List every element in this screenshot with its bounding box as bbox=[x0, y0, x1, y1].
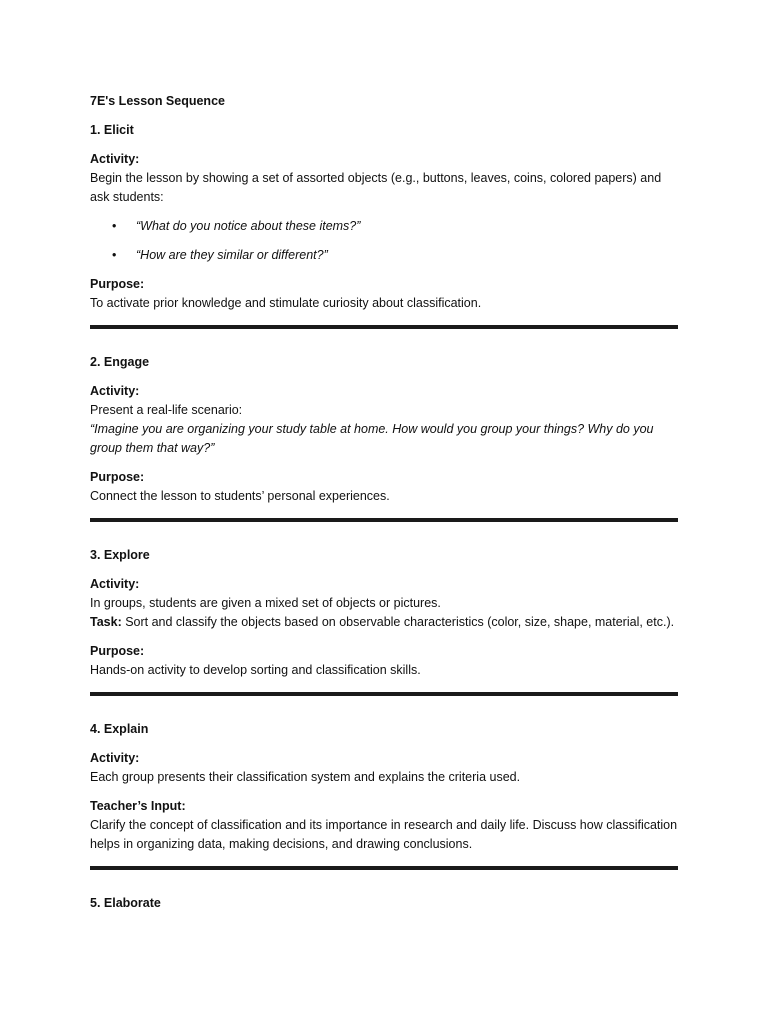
section-elaborate bbox=[90, 894, 678, 913]
task-text: Sort and classify the objects based on observable characteristics (color, size, shape, material, etc.). bbox=[121, 615, 675, 629]
purpose-text: Connect the lesson to students’ personal experiences. bbox=[90, 489, 390, 503]
activity-text: Present a real-life scenario: bbox=[90, 403, 243, 417]
teacher-input-text: Clarify the concept of classification and its importance in research and daily life. Discuss how classification helps in organizing data, making decisions, and drawing conclusions. bbox=[90, 818, 678, 851]
section-heading-explore: 3. Explore bbox=[90, 548, 150, 562]
activity-text: Each group presents their classification system and explains the criteria used. bbox=[90, 770, 521, 784]
purpose-label: Purpose: bbox=[90, 277, 145, 291]
section-divider bbox=[90, 518, 678, 522]
section-heading-engage: 2. Engage bbox=[90, 355, 150, 369]
purpose-label: Purpose: bbox=[90, 470, 145, 484]
section-heading-elicit: 1. Elicit bbox=[90, 123, 134, 137]
purpose-text: To activate prior knowledge and stimulate curiosity about classification. bbox=[90, 296, 482, 310]
scenario-quote: “Imagine you are organizing your study table at home. How would you group your things? Why do you group them that way?” bbox=[90, 422, 654, 455]
activity-label: Activity: bbox=[90, 577, 140, 591]
activity-block-elicit bbox=[90, 150, 678, 207]
list-item bbox=[90, 246, 678, 265]
purpose-block-elicit bbox=[90, 275, 678, 313]
section-heading-explain: 4. Explain bbox=[90, 722, 149, 736]
section-divider bbox=[90, 866, 678, 870]
teacher-input-block bbox=[90, 797, 678, 854]
section-divider bbox=[90, 692, 678, 696]
section-elicit bbox=[90, 121, 678, 313]
section-explore bbox=[90, 546, 678, 680]
purpose-text: Hands-on activity to develop sorting and classification skills. bbox=[90, 663, 421, 677]
section-divider bbox=[90, 325, 678, 329]
task-label: Task: bbox=[90, 615, 122, 629]
activity-text: Begin the lesson by showing a set of assorted objects (e.g., buttons, leaves, coins, colored papers) and ask students: bbox=[90, 171, 662, 204]
purpose-block-engage bbox=[90, 468, 678, 506]
bullet-icon: • bbox=[112, 248, 117, 262]
activity-label: Activity: bbox=[90, 152, 140, 166]
document-title: 7E's Lesson Sequence bbox=[90, 94, 225, 108]
section-heading-elaborate: 5. Elaborate bbox=[90, 896, 161, 910]
document-page bbox=[90, 92, 678, 923]
activity-label: Activity: bbox=[90, 384, 140, 398]
task-line bbox=[90, 613, 678, 632]
section-explain bbox=[90, 720, 678, 854]
activity-block-engage bbox=[90, 382, 678, 458]
section-engage bbox=[90, 353, 678, 506]
question-list bbox=[90, 217, 678, 265]
question-text: “What do you notice about these items?” bbox=[136, 219, 361, 233]
activity-label: Activity: bbox=[90, 751, 140, 765]
question-text: “How are they similar or different?” bbox=[136, 248, 328, 262]
activity-text: In groups, students are given a mixed set of objects or pictures. bbox=[90, 596, 441, 610]
bullet-icon: • bbox=[112, 219, 117, 233]
activity-block-explain bbox=[90, 749, 678, 787]
purpose-label: Purpose: bbox=[90, 644, 145, 658]
purpose-block-explore bbox=[90, 642, 678, 680]
list-item bbox=[90, 217, 678, 236]
teacher-input-label: Teacher’s Input: bbox=[90, 799, 186, 813]
activity-block-explore bbox=[90, 575, 678, 632]
